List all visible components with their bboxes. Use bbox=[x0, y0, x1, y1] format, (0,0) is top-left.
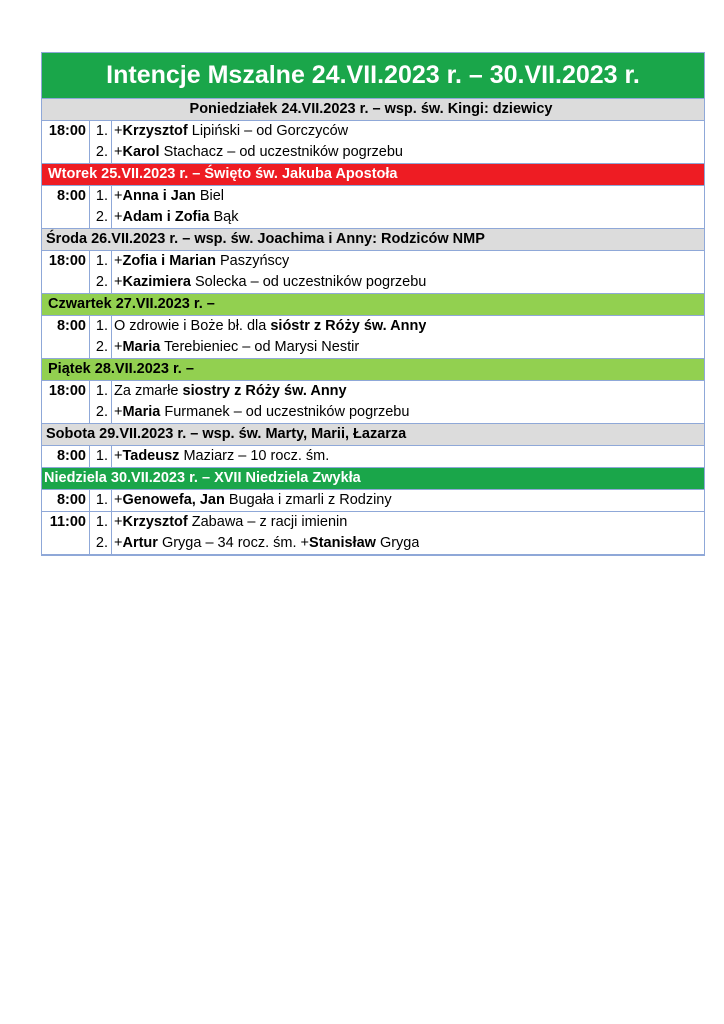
intention-text bbox=[112, 490, 392, 511]
intention-text-part: Lipiński – od Gorczyców bbox=[187, 123, 349, 139]
intention-number: 1. bbox=[90, 251, 112, 272]
intention-text bbox=[112, 272, 426, 293]
day-header: Czwartek 27.VII.2023 r. – bbox=[42, 294, 704, 316]
intention-name: sióstr z Róży św. Anny bbox=[270, 318, 427, 334]
intention-text-part: + bbox=[114, 253, 123, 269]
intention-number: 2. bbox=[90, 402, 112, 423]
day-header: Piątek 28.VII.2023 r. – bbox=[42, 359, 704, 381]
intention-number: 1. bbox=[90, 490, 112, 511]
day-header: Wtorek 25.VII.2023 r. – Święto św. Jakuba Apostoła bbox=[42, 164, 704, 186]
day-header: Sobota 29.VII.2023 r. – wsp. św. Marty, Marii, Łazarza bbox=[42, 424, 704, 446]
intention-number: 1. bbox=[90, 121, 112, 142]
intention-text-part: Paszyńscy bbox=[215, 253, 290, 269]
intention-text bbox=[112, 207, 239, 228]
intention-text-part: Gryga bbox=[375, 535, 420, 551]
intention-list bbox=[90, 490, 704, 511]
intention-row bbox=[90, 186, 704, 207]
mass-entry bbox=[42, 121, 704, 164]
mass-time: 8:00 bbox=[42, 446, 90, 467]
intention-text-part: + bbox=[114, 123, 123, 139]
intention-name: Tadeusz bbox=[122, 448, 180, 464]
intention-name: Krzysztof bbox=[122, 123, 188, 139]
intention-text bbox=[112, 402, 409, 423]
days-list bbox=[42, 99, 704, 555]
intention-text-part: + bbox=[114, 404, 123, 420]
intention-list bbox=[90, 446, 704, 467]
intention-row bbox=[90, 121, 704, 142]
intention-text-part: Zabawa – z racji imienin bbox=[187, 514, 348, 530]
intention-row bbox=[90, 316, 704, 337]
intention-name: Zofia i Marian bbox=[122, 253, 216, 269]
intention-list bbox=[90, 512, 704, 554]
intention-number: 1. bbox=[90, 512, 112, 533]
intention-row bbox=[90, 402, 704, 423]
intention-name: Genowefa, Jan bbox=[122, 492, 225, 508]
intention-row bbox=[90, 381, 704, 402]
mass-entry bbox=[42, 446, 704, 468]
mass-time: 18:00 bbox=[42, 381, 90, 423]
intention-name: siostry z Róży św. Anny bbox=[182, 383, 347, 399]
intention-text-part: + bbox=[114, 448, 123, 464]
mass-time: 18:00 bbox=[42, 121, 90, 163]
intention-name: Adam i Zofia bbox=[122, 209, 210, 225]
intention-row bbox=[90, 207, 704, 228]
intention-text bbox=[112, 142, 403, 163]
intention-name: Artur bbox=[122, 535, 158, 551]
intentions-sheet bbox=[41, 52, 705, 556]
intention-list bbox=[90, 186, 704, 228]
page-title: Intencje Mszalne 24.VII.2023 r. – 30.VII.2023 r. bbox=[42, 53, 704, 99]
intention-text-part: Furmanek – od uczestników pogrzebu bbox=[160, 404, 410, 420]
intention-name: Maria bbox=[122, 404, 161, 420]
intention-text bbox=[112, 186, 224, 207]
mass-time: 8:00 bbox=[42, 490, 90, 511]
intention-text-part: Bugała i zmarli z Rodziny bbox=[224, 492, 392, 508]
intention-number: 1. bbox=[90, 316, 112, 337]
intention-list bbox=[90, 316, 704, 358]
intention-text-part: Terebieniec – od Marysi Nestir bbox=[160, 339, 360, 355]
mass-time: 8:00 bbox=[42, 186, 90, 228]
intention-text-part: Za zmarłe bbox=[114, 383, 183, 399]
intention-row bbox=[90, 337, 704, 358]
intention-list bbox=[90, 121, 704, 163]
intention-number: 2. bbox=[90, 533, 112, 554]
intention-text bbox=[112, 337, 359, 358]
intention-text-part: O zdrowie i Boże bł. dla bbox=[114, 318, 271, 334]
intention-text-part: + bbox=[114, 209, 123, 225]
day-header: Środa 26.VII.2023 r. – wsp. św. Joachima i Anny: Rodziców NMP bbox=[42, 229, 704, 251]
intention-text-part: + bbox=[114, 144, 123, 160]
intention-text bbox=[112, 446, 329, 467]
mass-time: 18:00 bbox=[42, 251, 90, 293]
intention-text-part: + bbox=[114, 339, 123, 355]
intention-name: Karol bbox=[122, 144, 160, 160]
mass-time: 8:00 bbox=[42, 316, 90, 358]
intention-number: 1. bbox=[90, 446, 112, 467]
intention-number: 2. bbox=[90, 337, 112, 358]
intention-list bbox=[90, 251, 704, 293]
intention-name: Anna i Jan bbox=[122, 188, 196, 204]
intention-row bbox=[90, 142, 704, 163]
intention-row bbox=[90, 272, 704, 293]
intention-text-part: + bbox=[114, 514, 123, 530]
intention-number: 2. bbox=[90, 207, 112, 228]
intention-row bbox=[90, 446, 704, 467]
intention-row bbox=[90, 251, 704, 272]
mass-entry bbox=[42, 186, 704, 229]
intention-number: 1. bbox=[90, 186, 112, 207]
intention-text-part: Maziarz – 10 rocz. śm. bbox=[179, 448, 330, 464]
intention-text-part: Solecka – od uczestników pogrzebu bbox=[190, 274, 427, 290]
intention-number: 1. bbox=[90, 381, 112, 402]
day-header: Niedziela 30.VII.2023 r. – XVII Niedziela Zwykła bbox=[42, 468, 704, 490]
mass-time: 11:00 bbox=[42, 512, 90, 554]
intention-text-part: Stachacz – od uczestników pogrzebu bbox=[159, 144, 403, 160]
intention-row bbox=[90, 533, 704, 554]
day-header: Poniedziałek 24.VII.2023 r. – wsp. św. Kingi: dziewicy bbox=[42, 99, 704, 121]
intention-text bbox=[112, 251, 289, 272]
intention-number: 2. bbox=[90, 272, 112, 293]
mass-entry bbox=[42, 381, 704, 424]
intention-row bbox=[90, 512, 704, 533]
mass-entry bbox=[42, 490, 704, 512]
intention-text bbox=[112, 121, 348, 142]
intention-name: Kazimiera bbox=[122, 274, 191, 290]
intention-text-part: + bbox=[114, 188, 123, 204]
mass-entry bbox=[42, 316, 704, 359]
intention-text-part: + bbox=[114, 274, 123, 290]
intention-text bbox=[112, 512, 347, 533]
intention-name: Maria bbox=[122, 339, 161, 355]
intention-name: Krzysztof bbox=[122, 514, 188, 530]
intention-number: 2. bbox=[90, 142, 112, 163]
intention-list bbox=[90, 381, 704, 423]
mass-entry bbox=[42, 512, 704, 555]
intention-text bbox=[112, 533, 419, 554]
intention-text bbox=[112, 316, 426, 337]
intention-text-part: Bąk bbox=[209, 209, 239, 225]
intention-text bbox=[112, 381, 347, 402]
intention-text-part: Gryga – 34 rocz. śm. + bbox=[157, 535, 310, 551]
intention-row bbox=[90, 490, 704, 511]
mass-entry bbox=[42, 251, 704, 294]
intention-text-part: + bbox=[114, 492, 123, 508]
intention-text-part: Biel bbox=[195, 188, 225, 204]
intention-text-part: + bbox=[114, 535, 123, 551]
intention-name: Stanisław bbox=[309, 535, 376, 551]
